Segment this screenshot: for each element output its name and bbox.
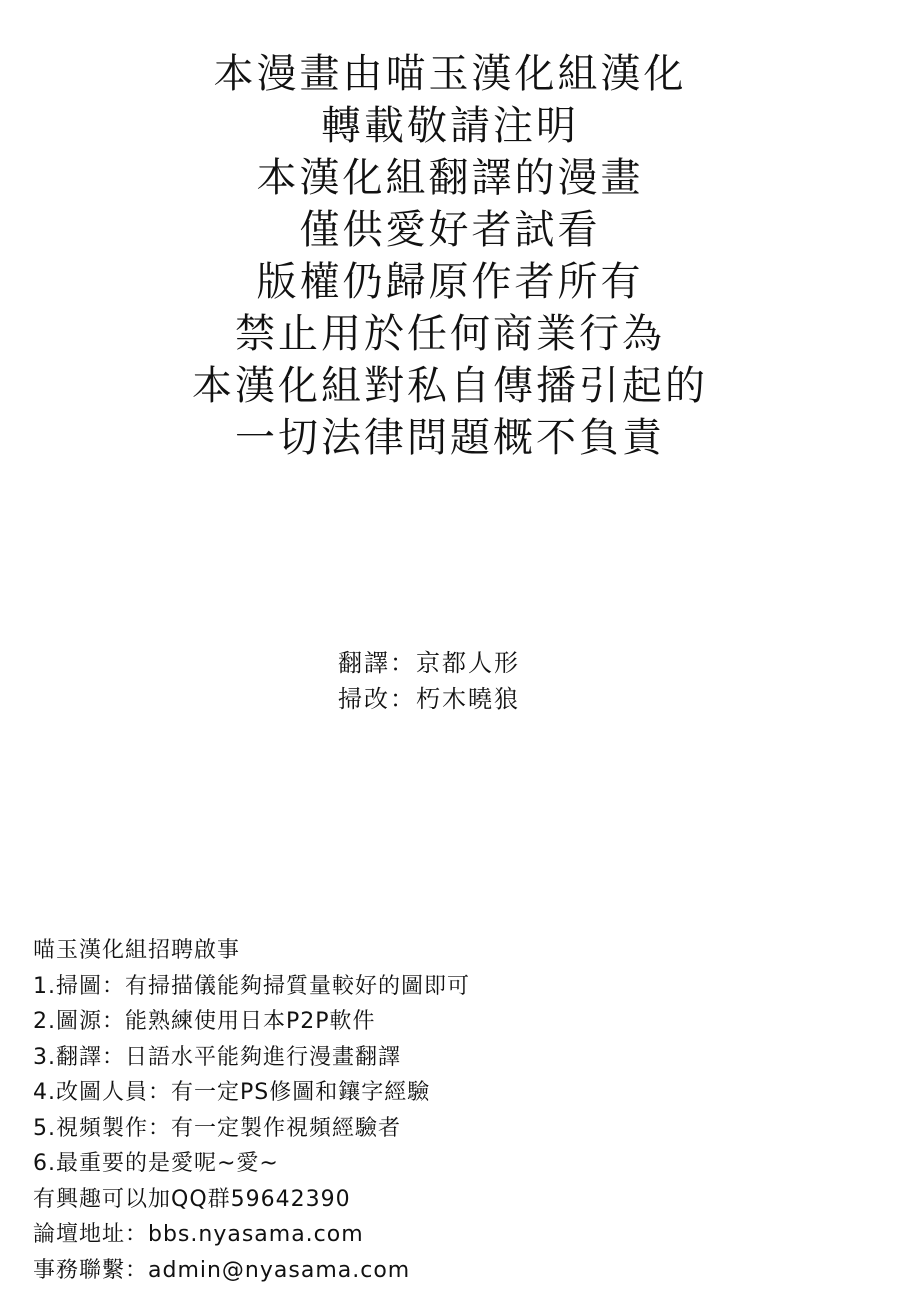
recruitment-notice	[33, 933, 470, 1288]
contact-email: 事務聯繫：admin@nyasama.com	[33, 1257, 411, 1283]
notice-line: 轉載敬請注明	[321, 103, 579, 149]
copyright-notice	[0, 48, 900, 464]
recruitment-item: 4.改圖人員：有一定PS修圖和鑲字經驗	[33, 1080, 431, 1105]
editing-credit: 掃改：朽木曉狼	[338, 685, 520, 713]
notice-line: 一切法律問題概不負責	[235, 415, 665, 461]
translation-credit: 翻譯：京都人形	[338, 649, 520, 677]
recruitment-item: 2.圖源：能熟練使用日本P2P軟件	[33, 1009, 376, 1034]
forum-address: 論壇地址：bbs.nyasama.com	[33, 1222, 364, 1247]
notice-line: 本漢化組翻譯的漫畫	[256, 155, 644, 201]
qq-group-info: 有興趣可以加QQ群59642390	[33, 1186, 351, 1212]
notice-line: 版權仍歸原作者所有	[256, 259, 644, 305]
staff-credits	[338, 645, 520, 717]
recruitment-item: 3.翻譯：日語水平能夠進行漫畫翻譯	[33, 1044, 401, 1070]
notice-line: 本漢化組對私自傳播引起的	[192, 363, 708, 409]
recruitment-item: 1.掃圖：有掃描儀能夠掃質量較好的圖即可	[33, 973, 470, 999]
recruitment-item: 5.視頻製作：有一定製作視頻經驗者	[33, 1115, 401, 1141]
notice-line: 本漫畫由喵玉漢化組漢化	[213, 51, 687, 97]
notice-line: 僅供愛好者試看	[299, 207, 601, 253]
notice-line: 禁止用於任何商業行為	[235, 311, 665, 357]
recruitment-item: 6.最重要的是愛呢~愛~	[33, 1151, 279, 1176]
recruitment-title: 喵玉漢化組招聘啟事	[33, 938, 241, 963]
